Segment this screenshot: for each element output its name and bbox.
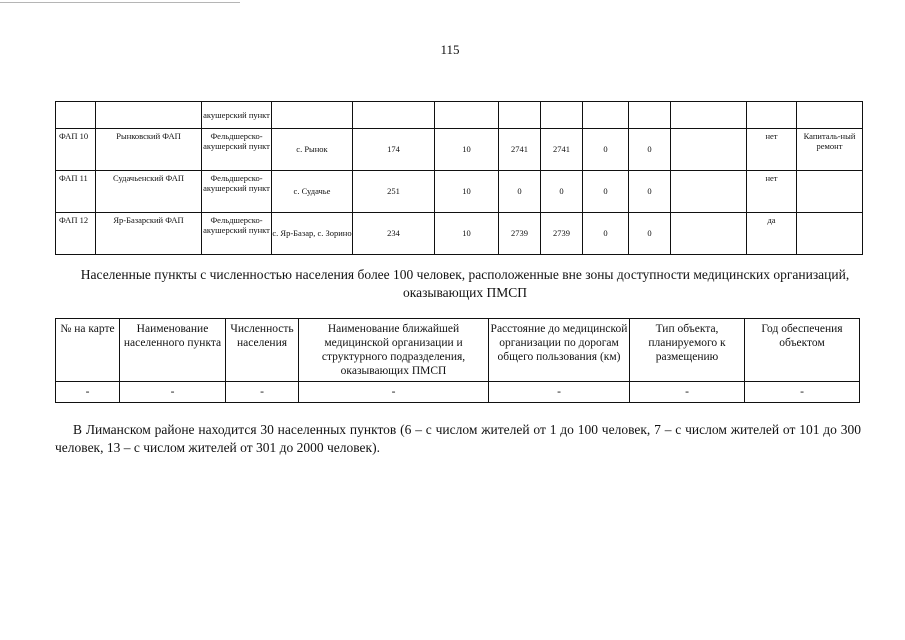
column-header: Расстояние до медицинской организации по дорогам общего пользования (км) <box>489 319 630 382</box>
cell-code: ФАП 11 <box>56 171 96 213</box>
table-row <box>56 102 863 129</box>
cell-value: 0 <box>583 171 629 213</box>
table-cell: - <box>120 382 226 403</box>
cell-type: Фельдшерско-акушерский пункт <box>202 213 272 255</box>
table-row <box>56 213 863 255</box>
cell-code: ФАП 12 <box>56 213 96 255</box>
cell-value: 0 <box>583 213 629 255</box>
cell-value: 0 <box>629 171 671 213</box>
table-cell: - <box>745 382 860 403</box>
header-rule <box>0 2 240 3</box>
table-cell: - <box>489 382 630 403</box>
fap-table <box>55 101 863 255</box>
column-header: Наименование населенного пункта <box>120 319 226 382</box>
page-number: 115 <box>440 42 460 57</box>
cell-name: Рынковский ФАП <box>96 129 202 171</box>
cell-note: Капиталь-ный ремонт <box>797 129 863 171</box>
cell-note <box>797 213 863 255</box>
table-cell: - <box>299 382 489 403</box>
cell-name: Судачьенский ФАП <box>96 171 202 213</box>
cell-locality: с. Рынок <box>272 129 353 171</box>
cell-note <box>797 171 863 213</box>
cell-value: 0 <box>583 129 629 171</box>
cell-value: 2741 <box>541 129 583 171</box>
column-header: № на карте <box>56 319 120 382</box>
cell-type: Фельдшерско-акушерский пункт <box>202 171 272 213</box>
column-header: Наименование ближайшей медицинской организации и структурного подразделения, оказывающих ПМСП <box>299 319 489 382</box>
cell-type: акушерский пункт <box>202 102 272 129</box>
cell-value: 0 <box>499 171 541 213</box>
cell-type: Фельдшерско-акушерский пункт <box>202 129 272 171</box>
cell-value: 251 <box>353 171 435 213</box>
body-paragraph: В Лиманском районе находится 30 населенных пунктов (6 – с числом жителей от 1 до 100 человек, 7 – с числом жителей от 101 до 300 человек, 13 – с числом жителей от 301 до 2000 человек). <box>55 422 861 455</box>
column-header: Тип объекта, планируемого к размещению <box>630 319 745 382</box>
cell-value: 174 <box>353 129 435 171</box>
cell-value <box>671 213 747 255</box>
cell-value <box>671 171 747 213</box>
cell-locality: с. Яр-Базар, с. Зорино <box>272 213 353 255</box>
cell-value: 0 <box>629 213 671 255</box>
cell-value: 2739 <box>541 213 583 255</box>
cell-value: 2741 <box>499 129 541 171</box>
cell-value: 10 <box>435 171 499 213</box>
cell-value: 10 <box>435 129 499 171</box>
table-row <box>56 382 860 403</box>
section-heading: Населенные пункты с численностью населения более 100 человек, расположенные вне зоны доступности медицинских организаций, оказывающих ПМСП <box>80 267 850 300</box>
settlements-table <box>55 318 860 403</box>
table-row <box>56 171 863 213</box>
table-cell: - <box>226 382 299 403</box>
cell-value <box>671 129 747 171</box>
table-cell: - <box>56 382 120 403</box>
cell-value: 0 <box>541 171 583 213</box>
cell-locality: с. Судачье <box>272 171 353 213</box>
cell-value: 2739 <box>499 213 541 255</box>
cell-status: нет <box>747 129 797 171</box>
cell-status: нет <box>747 171 797 213</box>
cell-code: ФАП 10 <box>56 129 96 171</box>
cell-value: 10 <box>435 213 499 255</box>
cell-value: 234 <box>353 213 435 255</box>
table-header-row <box>56 319 860 382</box>
table-row <box>56 129 863 171</box>
column-header: Численность населения <box>226 319 299 382</box>
cell-status: да <box>747 213 797 255</box>
table-cell: - <box>630 382 745 403</box>
cell-name: Яр-Базарский ФАП <box>96 213 202 255</box>
column-header: Год обеспечения объектом <box>745 319 860 382</box>
cell-value: 0 <box>629 129 671 171</box>
